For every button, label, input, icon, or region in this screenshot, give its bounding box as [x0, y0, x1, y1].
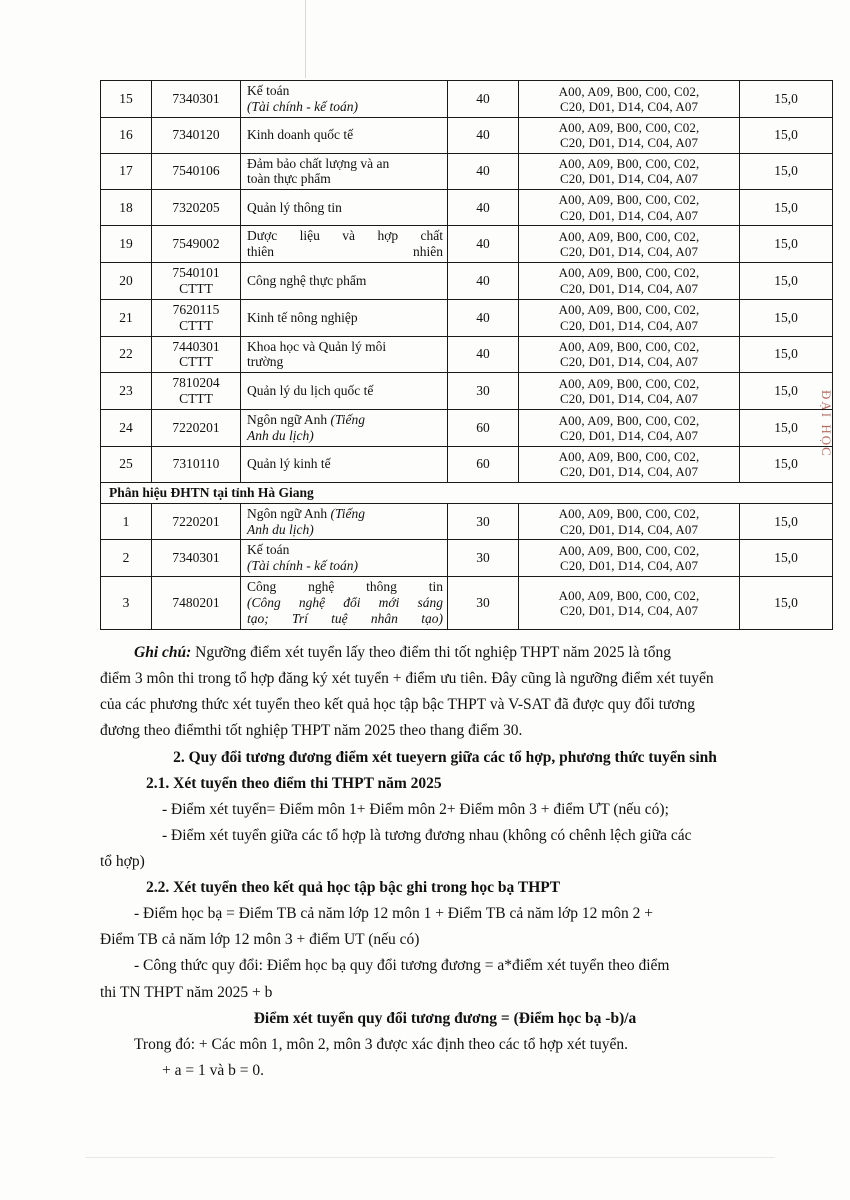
cell-quota: 40	[448, 336, 519, 373]
cell-name	[241, 410, 448, 447]
cell-combination	[519, 447, 740, 483]
table-row	[101, 153, 833, 190]
bullet-2-2-4: + a = 1 và b = 0.	[162, 1061, 264, 1079]
comb-line-1: A00, A09, B00, C00, C02,	[558, 119, 700, 135]
table-row	[101, 226, 833, 263]
cell-no: 15	[101, 81, 152, 118]
major-name: Đảm bảo chất lượng và an	[247, 155, 390, 171]
comb-line-1: A00, A09, B00, C00, C02,	[558, 302, 700, 318]
cell-combination	[519, 503, 740, 540]
note-line-2: điểm 3 môn thi trong tổ hợp đăng ký xét tuyển + điểm ưu tiên. Đây cũng là ngưỡng điểm xét tuyển	[100, 670, 714, 688]
scan-artifact-bottom	[85, 1157, 775, 1158]
major-name-sub: toàn thực phẩm	[247, 171, 331, 187]
cell-code: 7340301	[152, 81, 241, 118]
comb-line-1: A00, A09, B00, C00, C02,	[558, 192, 700, 208]
comb-line-1: A00, A09, B00, C00, C02,	[558, 506, 700, 522]
comb-line-2: C20, D01, D14, C04, A07	[559, 207, 699, 223]
cell-combination	[519, 190, 740, 226]
cell-score: 15,0	[740, 336, 833, 373]
cell-no: 3	[101, 577, 152, 630]
major-name-sub: (Tài chính - kế toán)	[247, 558, 358, 574]
cell-code: 7220201	[152, 410, 241, 447]
cell-no: 19	[101, 226, 152, 263]
cell-score: 15,0	[740, 262, 833, 299]
major-name: Quản lý thông tin	[247, 199, 342, 215]
cell-combination	[519, 373, 740, 410]
note-line-1: Ngưỡng điểm xét tuyển lấy theo điểm thi tốt nghiệp THPT năm 2025 là tổng	[191, 644, 671, 662]
cell-score: 15,0	[740, 410, 833, 447]
comb-line-2: C20, D01, D14, C04, A07	[559, 280, 699, 296]
cell-score: 15,0	[740, 373, 833, 410]
comb-line-2: C20, D01, D14, C04, A07	[559, 354, 699, 370]
cell-no: 23	[101, 373, 152, 410]
cell-name	[241, 540, 448, 577]
cell-name	[241, 447, 448, 483]
cell-code: 7340120	[152, 117, 241, 153]
page-content	[100, 80, 798, 1084]
cell-score: 15,0	[740, 540, 833, 577]
cell-name	[241, 153, 448, 190]
major-name: Kế toán	[247, 83, 290, 98]
major-name-tail: (Tiếng	[330, 505, 365, 521]
major-name: Công nghệ thực phẩm	[247, 272, 367, 288]
cell-code: 7340301	[152, 540, 241, 577]
cell-score: 15,0	[740, 117, 833, 153]
comb-line-2: C20, D01, D14, C04, A07	[559, 135, 699, 151]
table-row	[101, 81, 833, 118]
table-section-header-row	[101, 482, 833, 503]
heading-section-2-1: 2.1. Xét tuyển theo điểm thi THPT năm 2025	[146, 774, 442, 792]
comb-line-1: A00, A09, B00, C00, C02,	[558, 156, 700, 172]
major-name-sub: Anh du lịch)	[247, 428, 314, 444]
admission-table	[100, 80, 833, 630]
note-line-3: của các phương thức xét tuyển theo kết quả học tập bậc THPT và V-SAT đã được quy đổi tương	[100, 696, 695, 714]
cell-combination	[519, 577, 740, 630]
cell-quota: 60	[448, 447, 519, 483]
bullet-2-1-2-line2: tổ hợp)	[100, 852, 145, 870]
cell-combination	[519, 226, 740, 263]
cell-quota: 30	[448, 373, 519, 410]
table-row	[101, 410, 833, 447]
cell-name	[241, 262, 448, 299]
table-row	[101, 336, 833, 373]
major-name: Quản lý kinh tế	[247, 456, 331, 472]
comb-line-1: A00, A09, B00, C00, C02,	[558, 412, 700, 428]
cell-score: 15,0	[740, 81, 833, 118]
cell-no: 1	[101, 503, 152, 540]
cell-score: 15,0	[740, 577, 833, 630]
table-row	[101, 190, 833, 226]
major-name: Kế toán	[247, 542, 290, 558]
margin-stamp: ĐẠI HỌC	[819, 390, 834, 458]
comb-line-1: A00, A09, B00, C00, C02,	[558, 543, 700, 559]
scan-artifact-line	[305, 0, 306, 78]
major-name: Kinh doanh quốc tế	[247, 127, 354, 143]
comb-line-2: C20, D01, D14, C04, A07	[559, 391, 699, 407]
note-paragraph-1	[100, 640, 790, 665]
comb-line-1: A00, A09, B00, C00, C02,	[558, 339, 700, 355]
cell-code: 7540106	[152, 153, 241, 190]
cell-no: 22	[101, 336, 152, 373]
comb-line-2: C20, D01, D14, C04, A07	[559, 558, 699, 574]
table-row	[101, 262, 833, 299]
cell-combination	[519, 262, 740, 299]
cell-quota: 40	[448, 190, 519, 226]
cell-name	[241, 226, 448, 263]
major-name: Khoa học và Quản lý môi	[247, 338, 387, 354]
major-name-sub: thiên nhiên	[247, 243, 443, 259]
cell-score: 15,0	[740, 153, 833, 190]
cell-name	[241, 299, 448, 336]
cell-quota: 30	[448, 540, 519, 577]
cell-name	[241, 117, 448, 153]
bullet-2-2-1-line2: Điểm TB cả năm lớp 12 môn 3 + điểm UT (nếu có)	[100, 931, 420, 949]
cell-no: 16	[101, 117, 152, 153]
cell-score: 15,0	[740, 190, 833, 226]
table-row	[101, 373, 833, 410]
note-line-4: đương theo điểmthi tốt nghiệp THPT năm 2025 theo thang điểm 30.	[100, 722, 523, 740]
table-row	[101, 447, 833, 483]
cell-code: 7480201	[152, 577, 241, 630]
cell-name	[241, 373, 448, 410]
note-label: Ghi chú:	[134, 644, 192, 662]
bullet-2-1-1: - Điểm xét tuyển= Điểm môn 1+ Điểm môn 2+ Điểm môn 3 + điểm ƯT (nếu có);	[162, 800, 669, 818]
cell-code: 7220201	[152, 503, 241, 540]
cell-no: 25	[101, 447, 152, 483]
major-name: Kinh tế nông nghiệp	[247, 309, 358, 325]
major-name: Ngôn ngữ Anh	[247, 505, 328, 521]
cell-score: 15,0	[740, 503, 833, 540]
heading-section-2-2: 2.2. Xét tuyển theo kết quả học tập bậc ghi trong học bạ THPT	[146, 879, 561, 897]
cell-quota: 60	[448, 410, 519, 447]
cell-combination	[519, 81, 740, 118]
table-row	[101, 117, 833, 153]
cell-no: 18	[101, 190, 152, 226]
cell-quota: 30	[448, 577, 519, 630]
comb-line-1: A00, A09, B00, C00, C02,	[558, 265, 700, 281]
cell-name	[241, 577, 448, 630]
cell-code: 7540101 CTTT	[152, 262, 241, 299]
section-title: Phân hiệu ĐHTN tại tỉnh Hà Giang	[101, 482, 833, 503]
major-name: Công nghệ thông tin	[247, 579, 443, 595]
comb-line-1: A00, A09, B00, C00, C02,	[558, 375, 700, 391]
cell-name	[241, 503, 448, 540]
comb-line-2: C20, D01, D14, C04, A07	[559, 98, 699, 114]
bullet-2-2-1: - Điểm học bạ = Điểm TB cả năm lớp 12 môn 1 + Điểm TB cả năm lớp 12 môn 2 +	[134, 905, 654, 923]
comb-line-2: C20, D01, D14, C04, A07	[559, 428, 699, 444]
cell-code: 7549002	[152, 226, 241, 263]
cell-name	[241, 336, 448, 373]
comb-line-2: C20, D01, D14, C04, A07	[559, 464, 699, 480]
cell-quota: 40	[448, 117, 519, 153]
comb-line-2: C20, D01, D14, C04, A07	[559, 243, 699, 259]
comb-line-1: A00, A09, B00, C00, C02,	[558, 83, 700, 99]
cell-code: 7320205	[152, 190, 241, 226]
comb-line-2: C20, D01, D14, C04, A07	[559, 317, 699, 333]
comb-line-2: C20, D01, D14, C04, A07	[559, 603, 699, 619]
cell-no: 2	[101, 540, 152, 577]
table-body	[101, 81, 833, 630]
cell-no: 17	[101, 153, 152, 190]
major-name-sub: trường	[247, 354, 284, 370]
cell-name	[241, 190, 448, 226]
cell-code: 7310110	[152, 447, 241, 483]
cell-code: 7620115 CTTT	[152, 299, 241, 336]
formula-line: Điểm xét tuyển quy đổi tương đương = (Điểm học bạ -b)/a	[253, 1009, 637, 1027]
table-row	[101, 577, 833, 630]
cell-combination	[519, 540, 740, 577]
major-name-sub: Anh du lịch)	[247, 521, 314, 537]
cell-combination	[519, 336, 740, 373]
cell-combination	[519, 117, 740, 153]
major-name: Quản lý du lịch quốc tế	[247, 383, 374, 399]
major-name-sub: (Công nghệ đổi mới sáng	[247, 595, 443, 611]
cell-quota: 40	[448, 299, 519, 336]
heading-section-2: 2. Quy đổi tương đương điểm xét tueyern giữa các tổ hợp, phương thức tuyển sinh	[173, 748, 717, 766]
cell-no: 21	[101, 299, 152, 336]
major-name: Dược liệu và hợp chất	[247, 228, 443, 243]
table-row	[101, 503, 833, 540]
major-name: Ngôn ngữ Anh	[247, 412, 328, 428]
comb-line-1: A00, A09, B00, C00, C02,	[558, 228, 700, 244]
major-name-sub: (Tài chính - kế toán)	[247, 98, 358, 114]
cell-score: 15,0	[740, 447, 833, 483]
cell-combination	[519, 410, 740, 447]
cell-no: 20	[101, 262, 152, 299]
comb-line-1: A00, A09, B00, C00, C02,	[558, 449, 700, 465]
notes-section	[100, 640, 790, 1083]
cell-combination	[519, 153, 740, 190]
cell-name	[241, 81, 448, 118]
table-row	[101, 540, 833, 577]
major-name-sub2: tạo; Trí tuệ nhân tạo)	[247, 611, 443, 627]
cell-quota: 40	[448, 226, 519, 263]
comb-line-1: A00, A09, B00, C00, C02,	[558, 587, 700, 603]
comb-line-2: C20, D01, D14, C04, A07	[559, 521, 699, 537]
cell-quota: 40	[448, 262, 519, 299]
bullet-2-2-2: - Công thức quy đổi: Điểm học bạ quy đổi tương đương = a*điểm xét tuyển theo điểm	[134, 957, 670, 975]
major-name-tail: (Tiếng	[330, 412, 365, 428]
cell-code: 7810204 CTTT	[152, 373, 241, 410]
cell-quota: 40	[448, 153, 519, 190]
bullet-2-1-2: - Điểm xét tuyển giữa các tổ hợp là tương đương nhau (không có chênh lệch giữa các	[162, 826, 692, 844]
cell-score: 15,0	[740, 299, 833, 336]
cell-code: 7440301 CTTT	[152, 336, 241, 373]
cell-no: 24	[101, 410, 152, 447]
cell-score: 15,0	[740, 226, 833, 263]
table-row	[101, 299, 833, 336]
cell-quota: 30	[448, 503, 519, 540]
cell-combination	[519, 299, 740, 336]
bullet-2-2-2-line2: thi TN THPT năm 2025 + b	[100, 983, 273, 1001]
cell-quota: 40	[448, 81, 519, 118]
comb-line-2: C20, D01, D14, C04, A07	[559, 171, 699, 187]
bullet-2-2-3: Trong đó: + Các môn 1, môn 2, môn 3 được xác định theo các tổ hợp xét tuyển.	[134, 1035, 629, 1053]
